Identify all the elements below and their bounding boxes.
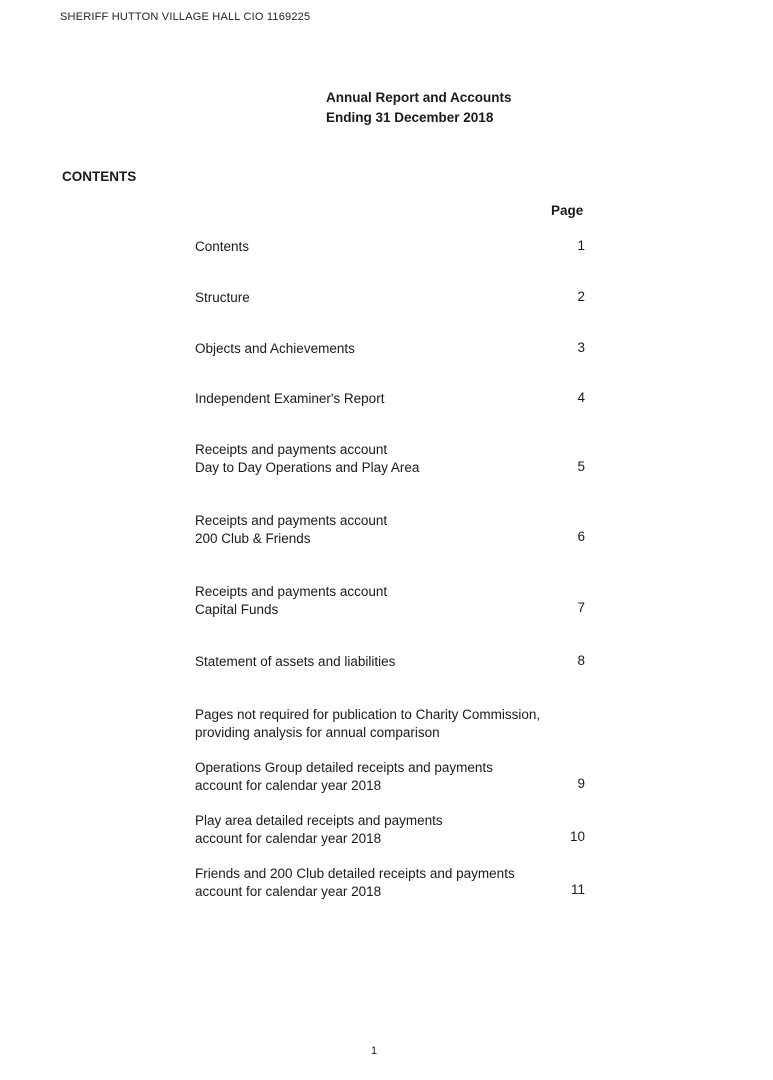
document-header: SHERIFF HUTTON VILLAGE HALL CIO 1169225 xyxy=(60,11,311,23)
toc-entry-receipts-operations xyxy=(195,441,419,476)
toc-page-number: 4 xyxy=(577,390,585,405)
toc-entry-text: Objects and Achievements xyxy=(195,341,355,356)
toc-entry-text: Statement of assets and liabilities xyxy=(195,654,396,669)
toc-entry-structure xyxy=(195,289,250,307)
toc-entry-text: Play area detailed receipts and payments xyxy=(195,813,443,828)
toc-entry-friends-200club xyxy=(195,865,515,900)
toc-page-number: 11 xyxy=(570,882,585,897)
toc-entry-text: Contents xyxy=(195,239,250,254)
toc-entry-text: Operations Group detailed receipts and payments xyxy=(195,760,493,775)
toc-page-number: 7 xyxy=(577,600,585,615)
toc-entry-text: Structure xyxy=(195,290,250,305)
toc-entry-text: account for calendar year 2018 xyxy=(195,883,382,899)
toc-page-number: 5 xyxy=(577,459,585,474)
toc-entry-text: providing analysis for annual comparison xyxy=(195,724,440,740)
toc-entry-contents xyxy=(195,238,249,256)
toc-entry-text: Friends and 200 Club detailed receipts and payments xyxy=(195,866,515,881)
toc-entry-play-area xyxy=(195,812,443,847)
toc-entry-text: Receipts and payments account xyxy=(195,584,388,599)
toc-entry-receipts-200club xyxy=(195,512,387,547)
toc-page-number: 9 xyxy=(577,776,585,791)
toc-entry-text: Receipts and payments account xyxy=(195,513,388,528)
report-title-line1: Annual Report and Accounts xyxy=(326,90,512,105)
toc-entry-text: account for calendar year 2018 xyxy=(195,830,382,846)
toc-entry-text: Day to Day Operations and Play Area xyxy=(195,459,420,475)
toc-note-not-required xyxy=(195,706,540,741)
toc-entry-objects xyxy=(195,340,355,358)
toc-entry-receipts-capital xyxy=(195,583,387,618)
toc-entry-examiner xyxy=(195,390,384,408)
contents-heading: CONTENTS xyxy=(62,169,137,184)
toc-page-number: 2 xyxy=(577,289,585,304)
toc-entry-statement xyxy=(195,653,395,671)
toc-page-number: 6 xyxy=(577,529,585,544)
toc-page-number: 3 xyxy=(577,340,585,355)
toc-entry-text: Pages not required for publication to Charity Commission, xyxy=(195,707,541,722)
report-title xyxy=(326,88,512,128)
toc-entry-text: Receipts and payments account xyxy=(195,442,388,457)
toc-entry-operations-group xyxy=(195,759,493,794)
toc-page-number: 10 xyxy=(569,829,585,844)
report-title-line2: Ending 31 December 2018 xyxy=(326,110,494,125)
toc-entry-text: Independent Examiner's Report xyxy=(195,391,385,406)
toc-entry-text: Capital Funds xyxy=(195,601,279,617)
footer-page-number: 1 xyxy=(371,1045,378,1057)
toc-page-number: 8 xyxy=(577,653,585,668)
toc-page-number: 1 xyxy=(577,238,585,253)
toc-entry-text: 200 Club & Friends xyxy=(195,530,311,546)
toc-entry-text: account for calendar year 2018 xyxy=(195,777,382,793)
page-column-heading: Page xyxy=(551,203,584,218)
